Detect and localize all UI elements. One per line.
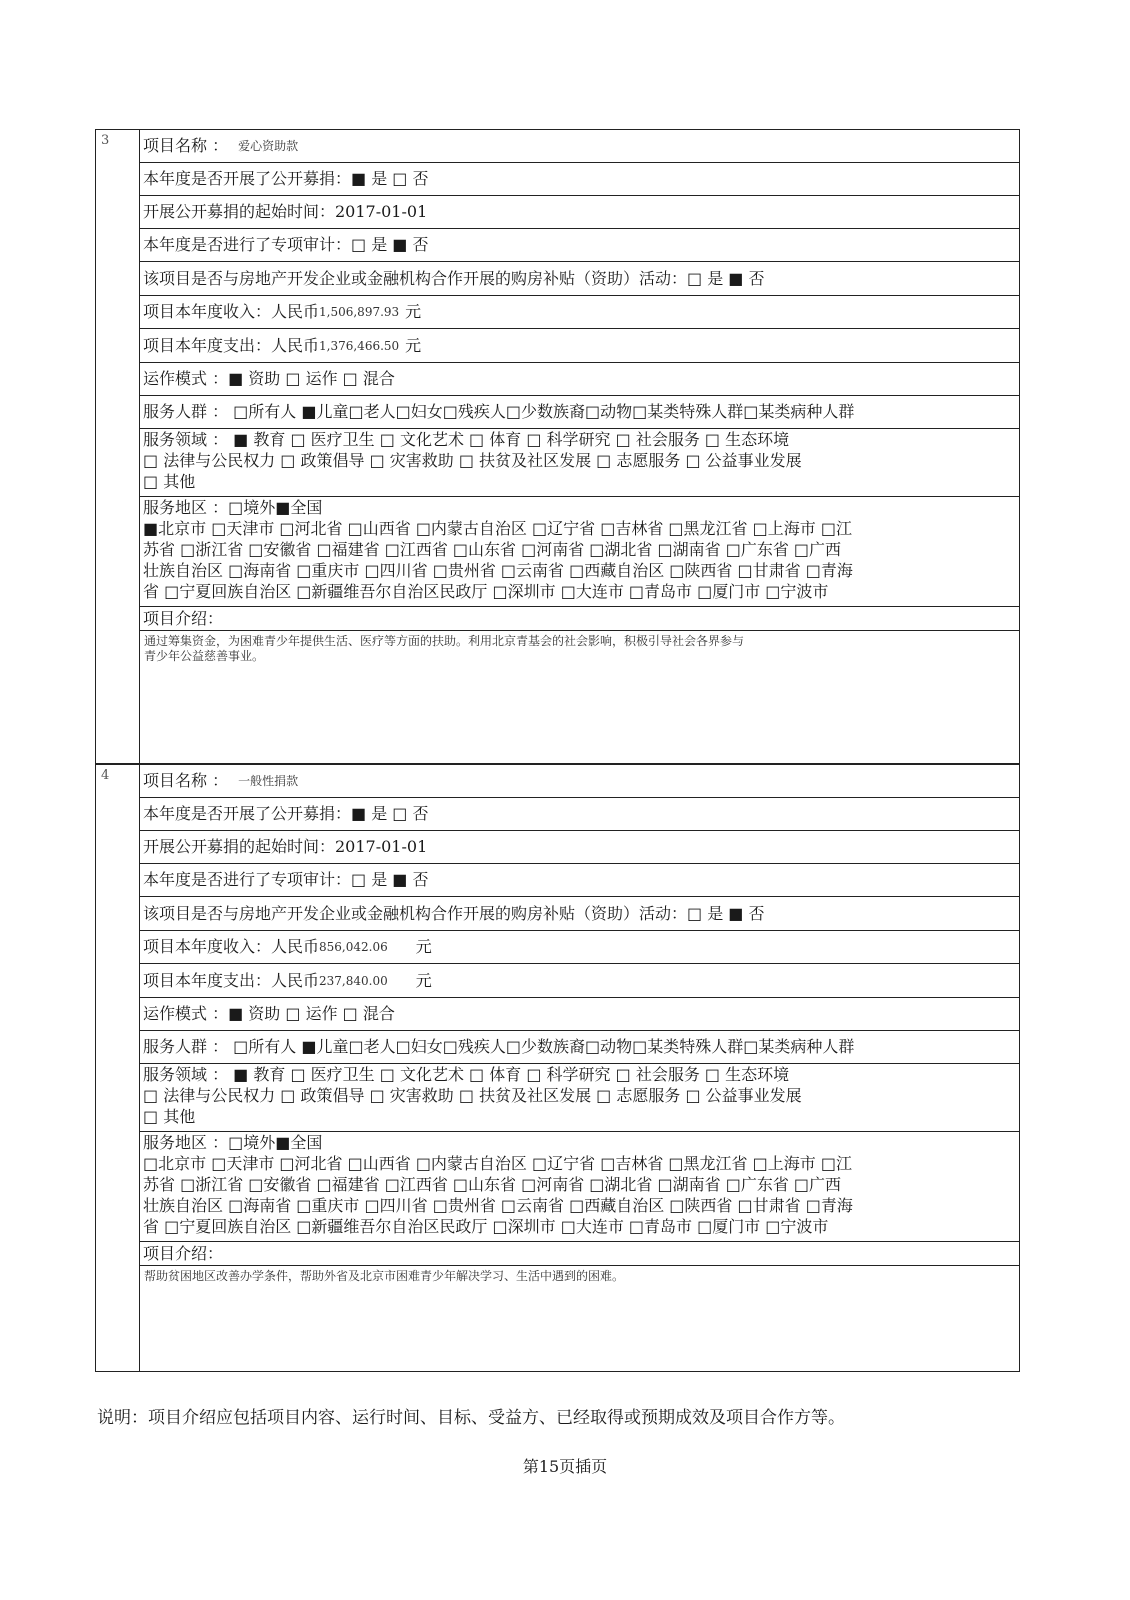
service-fields-line: □ 法律与公民权力 □ 政策倡导 □ 灾害救助 □ 扶贫及社区发展 □ 志愿服务 □ 公益事业发展 [143, 1086, 802, 1105]
service-regions-line: 服务地区 ：□境外■全国 [143, 1133, 323, 1152]
expense-row [140, 964, 1019, 998]
service-fields-line: 服务领域 ： ■ 教育 □ 医疗卫生 □ 文化艺术 □ 体育 □ 科学研究 □ 社会服务 □ 生态环境 [143, 1065, 790, 1084]
special-audit-row: 本年度是否进行了专项审计：□ 是 ■ 否 [140, 229, 1019, 262]
service-regions-row [140, 497, 1019, 607]
service-regions-row [140, 1132, 1019, 1242]
expense-label: 项目本年度支出：人民币 [143, 970, 320, 990]
project-block-4 [95, 764, 1020, 1372]
intro-text-line: 青少年公益慈善事业。 [144, 649, 265, 663]
intro-text [140, 631, 1019, 667]
service-groups-row: 服务人群 ： □所有人 ■儿童□老人□妇女□残疾人□少数族裔□动物□某类特殊人群□某类病种人群 [140, 396, 1019, 429]
service-regions-line: ■北京市 □天津市 □河北省 □山西省 □内蒙古自治区 □辽宁省 □吉林省 □黑龙江省 □上海市 □江 [143, 519, 852, 538]
intro-body-row [140, 631, 1019, 741]
income-value: 1,506,897.93 [319, 305, 400, 319]
service-groups-row: 服务人群 ： □所有人 ■儿童□老人□妇女□残疾人□少数族裔□动物□某类特殊人群□某类病种人群 [140, 1031, 1019, 1064]
page-number: 第15页插页 [522, 1457, 608, 1476]
start-time-row: 开展公开募捐的起始时间：2017-01-01 [140, 831, 1019, 864]
expense-unit: 元 [415, 970, 432, 990]
project-rows [140, 765, 1019, 1366]
housing-subsidy-row: 该项目是否与房地产开发企业或金融机构合作开展的购房补贴（资助）活动：□ 是 ■ 否 [140, 262, 1019, 296]
service-regions-line: 苏省 □浙江省 □安徽省 □福建省 □江西省 □山东省 □河南省 □湖北省 □湖南省 □广东省 □广西 [143, 1175, 842, 1194]
service-regions-line: 壮族自治区 □海南省 □重庆市 □四川省 □贵州省 □云南省 □西藏自治区 □陕西省 □甘肃省 □青海 [143, 561, 853, 580]
service-regions-line: 服务地区 ：□境外■全国 [143, 498, 323, 517]
intro-label-row: 项目介绍： [140, 1242, 1019, 1266]
income-value: 856,042.06 [319, 940, 388, 954]
footnote: 说明：项目介绍应包括项目内容、运行时间、目标、受益方、已经取得或预期成效及项目合作方等。 [97, 1408, 845, 1428]
service-fields-row [140, 1064, 1019, 1132]
service-regions-line: □北京市 □天津市 □河北省 □山西省 □内蒙古自治区 □辽宁省 □吉林省 □黑龙江省 □上海市 □江 [143, 1154, 852, 1173]
income-label: 项目本年度收入：人民币 [143, 937, 320, 956]
service-fields-line: □ 其他 [143, 472, 196, 491]
service-fields-line: □ 其他 [143, 1107, 196, 1126]
project-rows [140, 130, 1019, 741]
service-regions-line: 壮族自治区 □海南省 □重庆市 □四川省 □贵州省 □云南省 □西藏自治区 □陕西省 □甘肃省 □青海 [143, 1196, 853, 1215]
income-unit: 元 [415, 937, 432, 956]
service-regions-line: 苏省 □浙江省 □安徽省 □福建省 □江西省 □山东省 □河南省 □湖北省 □湖南省 □广东省 □广西 [143, 540, 842, 559]
project-name-row [140, 765, 1019, 798]
intro-text [140, 1266, 1019, 1287]
project-name-row [140, 130, 1019, 163]
project-index: 4 [96, 765, 140, 1371]
public-fundraising-row: 本年度是否开展了公开募捐：■ 是 □ 否 [140, 798, 1019, 831]
special-audit-row: 本年度是否进行了专项审计：□ 是 ■ 否 [140, 864, 1019, 897]
expense-row [140, 329, 1019, 363]
intro-text-line: 帮助贫困地区改善办学条件，帮助外省及北京市困难青少年解决学习、生活中遇到的困难。 [144, 1269, 625, 1283]
start-time-row: 开展公开募捐的起始时间：2017-01-01 [140, 196, 1019, 229]
income-unit: 元 [405, 302, 422, 321]
service-regions-line: 省 □宁夏回族自治区 □新疆维吾尔自治区民政厅 □深圳市 □大连市 □青岛市 □厦门市 □宁波市 [143, 1217, 829, 1236]
project-name-value: 爱心资助款 [238, 139, 299, 153]
project-index: 3 [96, 130, 140, 763]
expense-unit: 元 [405, 335, 422, 355]
expense-label: 项目本年度支出：人民币 [143, 335, 320, 355]
income-label: 项目本年度收入：人民币 [143, 302, 320, 321]
service-regions-line: 省 □宁夏回族自治区 □新疆维吾尔自治区民政厅 □深圳市 □大连市 □青岛市 □厦门市 □宁波市 [143, 582, 829, 601]
service-fields-line: 服务领域 ： ■ 教育 □ 医疗卫生 □ 文化艺术 □ 体育 □ 科学研究 □ 社会服务 □ 生态环境 [143, 430, 790, 449]
income-row [140, 296, 1019, 329]
operation-mode-row: 运作模式 ：■ 资助 □ 运作 □ 混合 [140, 998, 1019, 1031]
service-fields-line: □ 法律与公民权力 □ 政策倡导 □ 灾害救助 □ 扶贫及社区发展 □ 志愿服务 □ 公益事业发展 [143, 451, 802, 470]
expense-value: 237,840.00 [319, 973, 388, 988]
operation-mode-row: 运作模式 ：■ 资助 □ 运作 □ 混合 [140, 363, 1019, 396]
intro-label-row: 项目介绍： [140, 607, 1019, 631]
project-block-3 [95, 129, 1020, 764]
project-name-value: 一般性捐款 [238, 774, 299, 788]
service-fields-row [140, 429, 1019, 497]
project-name-label: 项目名称 ： [143, 771, 229, 790]
project-name-label: 项目名称 ： [143, 136, 229, 155]
intro-text-line: 通过筹集资金，为困难青少年提供生活、医疗等方面的扶助。利用北京青基会的社会影响，积极引导社会各界参与 [144, 634, 745, 648]
intro-body-row [140, 1266, 1019, 1366]
public-fundraising-row: 本年度是否开展了公开募捐：■ 是 □ 否 [140, 163, 1019, 196]
expense-value: 1,376,466.50 [319, 338, 400, 353]
income-row [140, 931, 1019, 964]
housing-subsidy-row: 该项目是否与房地产开发企业或金融机构合作开展的购房补贴（资助）活动：□ 是 ■ 否 [140, 897, 1019, 931]
